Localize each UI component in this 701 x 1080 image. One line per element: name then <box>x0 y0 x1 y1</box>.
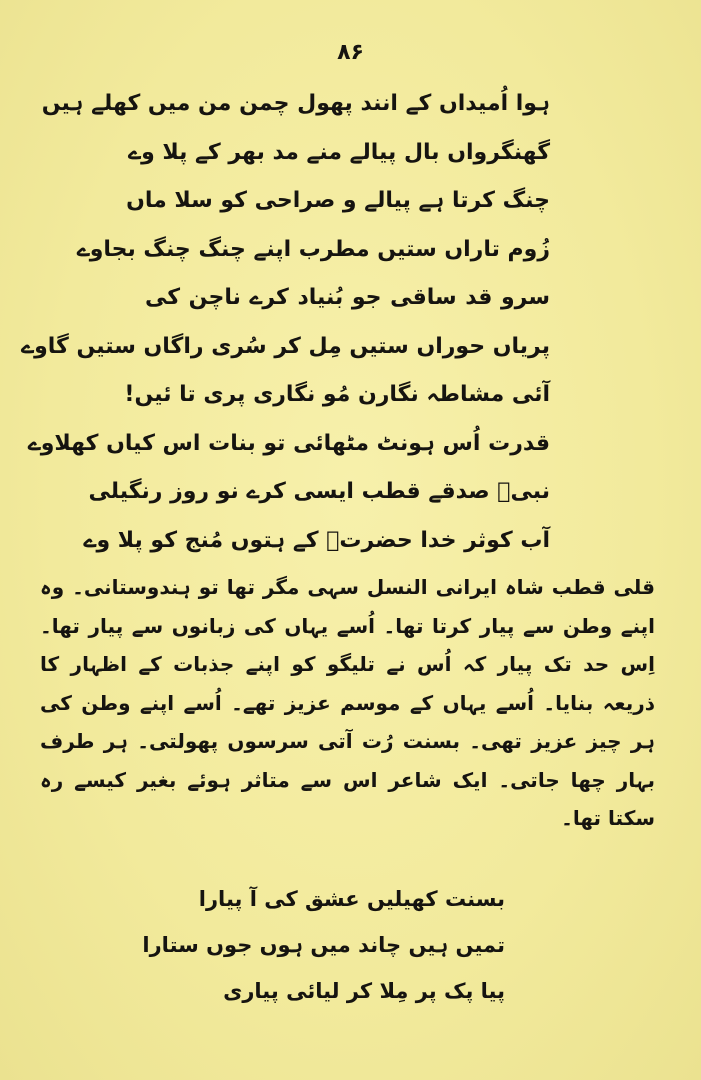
poem-line: قدرت اُس ہونٹ مٹھائی تو بنات اس کیاں کھلاوے <box>27 430 550 456</box>
couplet-line: پیا پک پر مِلا کر لیائی پیاری <box>223 979 505 1003</box>
poem-line: پریاں حوراں ستیں مِل کر سُری راگاں ستیں گاوے <box>21 333 550 359</box>
poem-line: سرو قد ساقی جو بُنیاد کرے ناچن کی <box>145 285 550 310</box>
prose-paragraph: قلی قطب شاہ ایرانی النسل سہی مگر تھا تو ہندوستانی۔ وہ اپنے وطن سے پیار کرتا تھا۔ اُسے یہاں کی زبانوں سے پیار تھا۔ اِس حد تک پیار کہ اُس نے تلیگو کو اپنے جذبات کے اظہار کا ذریعہ بنایا۔ اُسے یہاں کے موسم عزیز تھے۔ اُسے اپنے وطن کی ہر چیز عزیز تھی۔ بسنت رُت آتی سرسوں پھولتی۔ ہر طرف بہار چھا جاتی۔ ایک شاعر اس سے متاثر ہوئے بغیر کیسے رہ سکتا تھا۔ <box>40 575 655 830</box>
poem-line: ہوا اُمیداں کے انند پھول چمن من میں کھلے ہیں <box>41 91 550 116</box>
poem-line: چنگ کرتا ہے پیالے و صراحی کو سلا ماں <box>126 188 550 213</box>
poem-line: آئی مشاطہ نگارن مُو نگاری پری تا ئیں! <box>124 382 550 407</box>
poem-line: آب کوثر خدا حضرتؐ کے ہتوں مُنج کو پلا وے <box>83 527 550 553</box>
poem-line: زُوم تاراں ستیں مطرب اپنے چنگ چنگ بجاوے <box>76 236 550 262</box>
couplet-verses <box>142 876 505 1014</box>
couplet-line: بسنت کھیلیں عشق کی آ پیارا <box>198 887 505 911</box>
poem-line: گھنگرواں بال پیالے منے مد بھر کے پلا وے <box>128 139 550 165</box>
poem-line: نبیؐ صدقے قطب ایسی کرے نو روز رنگیلی <box>88 479 550 504</box>
couplet-line: تمیں ہیں چاند میں ہوں جوں ستارا <box>142 933 505 957</box>
poem-verses <box>21 80 550 565</box>
page-number: ۸۶ <box>337 40 364 65</box>
